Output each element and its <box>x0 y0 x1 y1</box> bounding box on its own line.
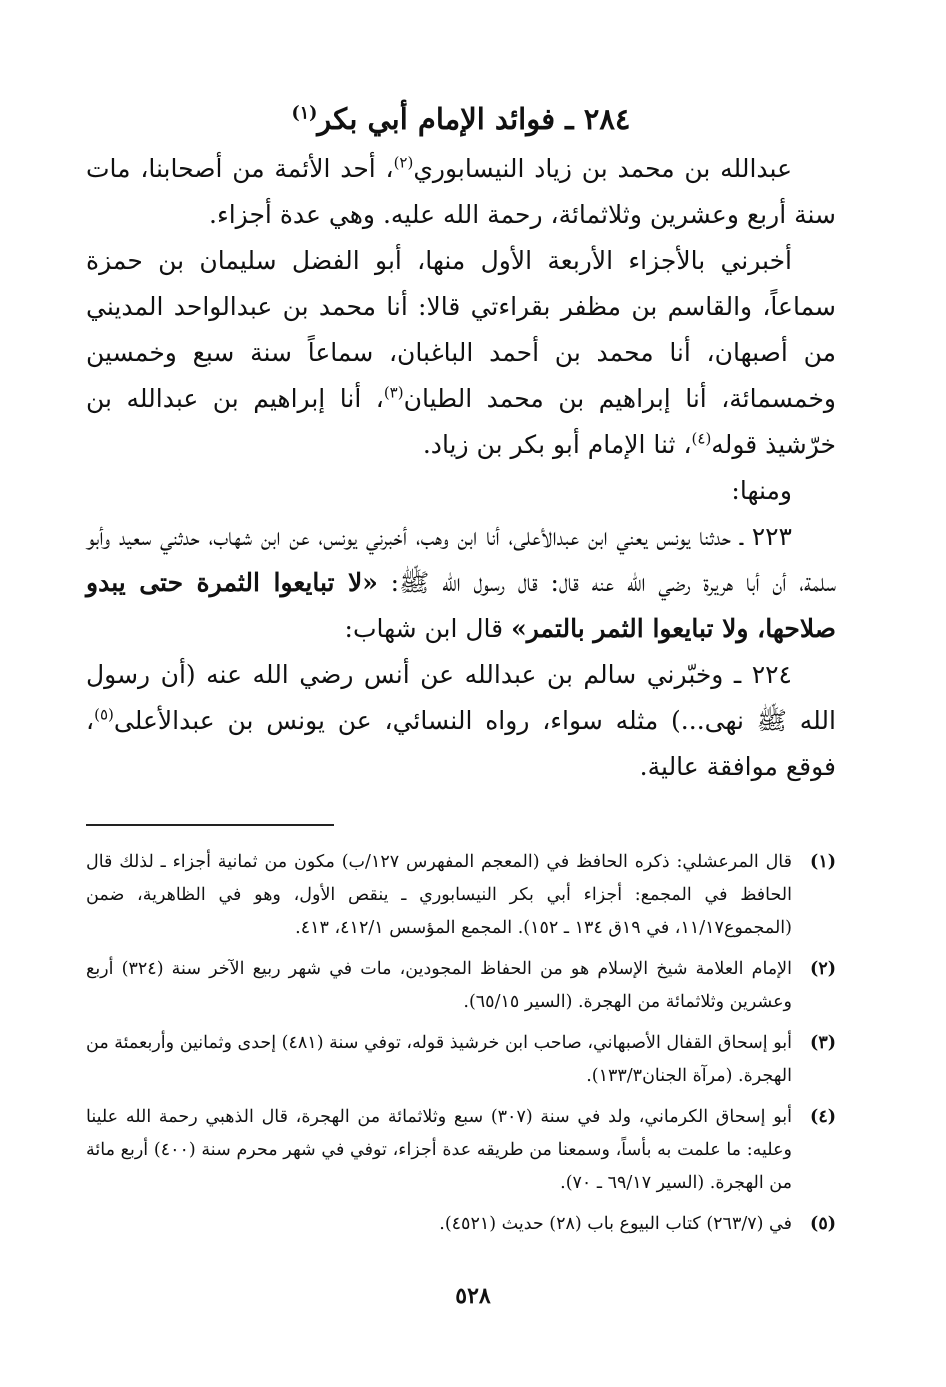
footnote-ref-1: (١) <box>291 103 318 124</box>
paragraph-hadith-223 <box>86 514 836 652</box>
footnote-text: أبو إسحاق الكرماني، ولد في سنة (٣٠٧) سبع وثلاثمائة من الهجرة، قال الذهبي رحمة الله علينا وعليه: ما علمت به بأساً، وسمعنا من طريقه عدة أجزاء، توفي في شهر محرم سنة (٤٠٠) أربع مائة من الهجرة. (السير ٦٩/١٧ ـ ٧٠). <box>86 1107 792 1193</box>
footnote-text: في (٢٦٣/٧) كتاب البيوع باب (٢٨) حديث (٤٥٢١). <box>439 1214 792 1234</box>
section-title <box>86 96 836 142</box>
section-title-text: ٢٨٤ ـ فوائد الإمام أبي بكر <box>317 102 631 136</box>
text-run: ، أنا إبراهيم بن عبدالله بن خرّشيذ قوله <box>86 384 836 459</box>
footnote-item <box>86 846 836 945</box>
text-run: ، ثنا الإمام أبو بكر بن زياد. <box>422 430 692 459</box>
footnote-item <box>86 1101 836 1200</box>
footnotes <box>86 846 836 1241</box>
footnote-separator <box>86 824 334 826</box>
text-run: عبدالله بن محمد بن زياد النيسابوري <box>413 154 792 183</box>
footnote-ref-4: (٤) <box>691 429 712 448</box>
page-content <box>86 96 836 1249</box>
paragraph-hadith-224 <box>86 652 836 790</box>
text-run: ٢٢٣ ـ حدثنا يونس يعني ابن عبدالأعلى، أنا ابن وهب، أخبرني يونس، عن ابن شهاب، حدثني سعيد وأبو سلمة، أن أبا هريرة رضي الله عنه قال: قال رسول الله ﷺ: <box>86 522 837 597</box>
footnote-number: (٣) <box>810 1033 836 1053</box>
footnote-ref-2: (٢) <box>393 153 414 172</box>
footnote-text: قال المرعشلي: ذكره الحافظ في (المعجم المفهرس ١٢٧/ب) مكون من ثمانية أجزاء ـ لذلك قال الحافظ في المجمع: أجزاء أبي بكر النيسابوري ـ ينقص الأول، وهو في الظاهرية، ضمن (المجموع١١/١٧، في ١٩ق ١٣٤ ـ ١٥٢). المجمع المؤسس ٤١٢/١، ٤١٣. <box>86 852 793 938</box>
footnote-text: أبو إسحاق القفال الأصبهاني، صاحب ابن خرشيذ قوله، توفي سنة (٤٨١) إحدى وثمانين وأربعمئة من الهجرة. (مرآة الجنان١٣٣/٣). <box>86 1033 792 1086</box>
text-run: ٢٢٤ ـ وخبّرني سالم بن عبدالله عن أنس رضي الله عنه (أن رسول الله ﷺ نهى...) مثله سواء، رواه النسائي، عن يونس بن عبدالأعلى <box>86 660 836 735</box>
footnote-ref-5: (٥) <box>94 705 114 724</box>
footnote-number: (٢) <box>810 959 836 979</box>
footnote-text: الإمام العلامة شيخ الإسلام هو من الحفاظ المجودين، مات في شهر ربيع الآخر سنة (٣٢٤) أربع وعشرين وثلاثمائة من الهجرة. (السير ٦٥/١٥). <box>86 959 792 1012</box>
hadith-quote: «لا تبايعوا الثمرة حتى يبدو صلاحها، ولا تبايعوا الثمر بالتمر» <box>86 568 836 643</box>
footnote-number: (٤) <box>810 1107 836 1127</box>
text-run: قال ابن شهاب: <box>344 614 512 643</box>
footnote-item <box>86 1208 836 1241</box>
footnote-ref-3: (٣) <box>383 383 404 402</box>
footnote-item <box>86 1027 836 1093</box>
text-run: ، فوقع موافقة عالية. <box>86 706 836 781</box>
footnote-number: (٥) <box>810 1214 836 1234</box>
text-run: أخبرني بالأجزاء الأربعة الأول منها، أبو الفضل سليمان بن حمزة سماعاً، والقاسم بن مظفر بقراءتي قالا: أنا محمد بن عبدالواحد المديني من أصبهان، أنا محمد بن أحمد الباغبان، سماعاً سنة سبع وخمسين وخمسمائة، أنا إبراهيم بن محمد الطيان <box>86 246 836 413</box>
paragraph-minha: ومنها: <box>731 476 792 505</box>
paragraph-intro <box>86 146 836 238</box>
footnote-item <box>86 953 836 1019</box>
text-run: ، أحد الأئمة من أصحابنا، مات سنة أربع وعشرين وثلاثمائة، رحمة الله عليه. وهي عدة أجزاء. <box>86 154 836 229</box>
paragraph-chain <box>86 238 836 468</box>
page-number: ٥٢٨ <box>455 1283 491 1309</box>
main-text <box>86 146 836 790</box>
footnote-number: (١) <box>810 852 836 872</box>
